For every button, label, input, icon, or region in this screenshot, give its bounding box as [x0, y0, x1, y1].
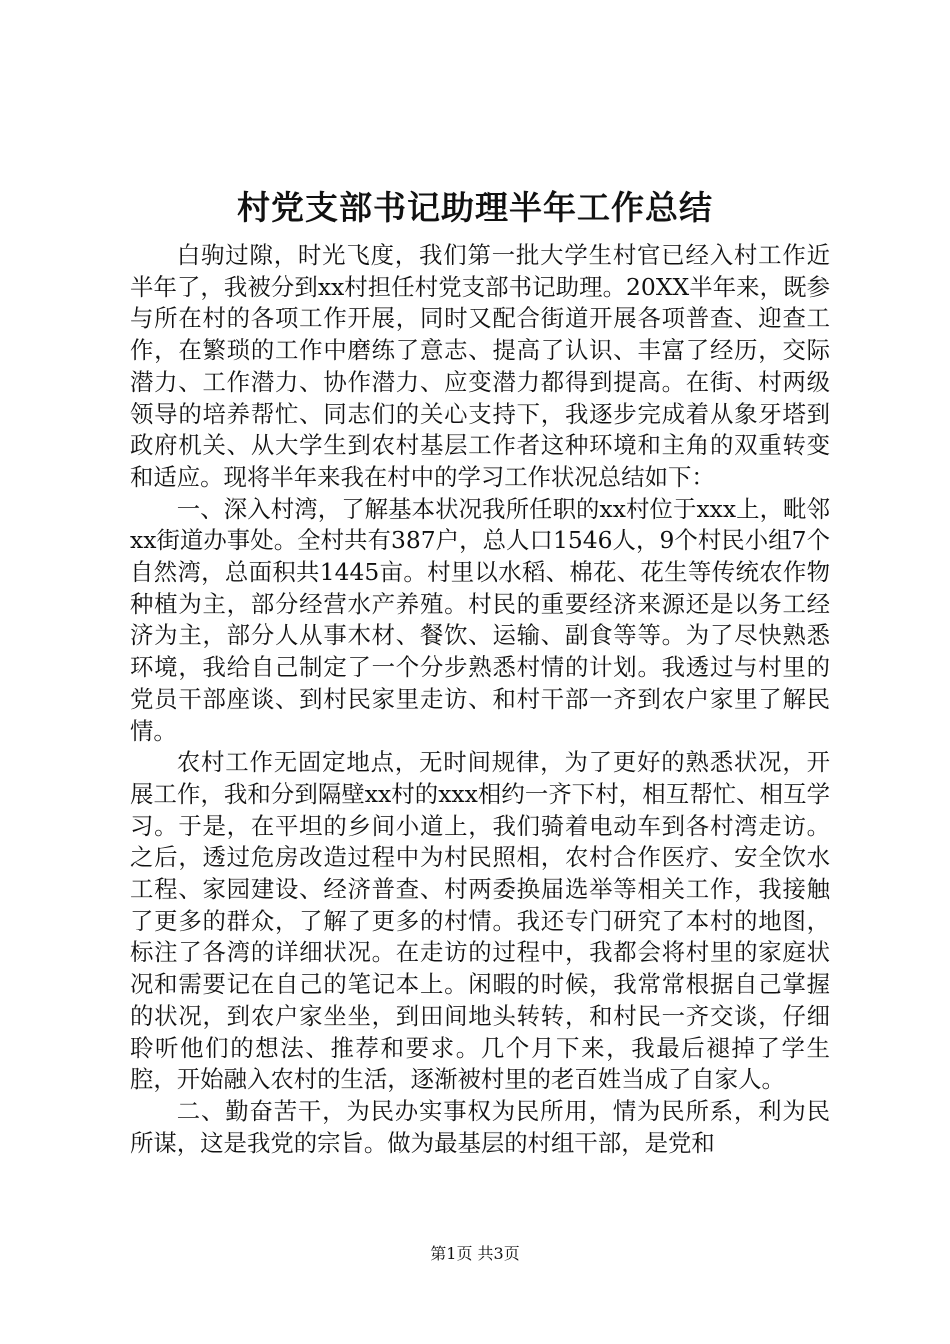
paragraph-section-1: 一、深入村湾，了解基本状况我所任职的xx村位于xxx上，毗邻xx街道办事处。全村共有387户，总人口1546人，9个村民小组7个自然湾，总面积共1445亩。村里以水稻、棉花、花生等传统农作物种植为主，部分经营水产养殖。村民的重要经济来源还是以务工经济为主，部分人从事木材、餐饮、运输、副食等等。为了尽快熟悉环境，我给自己制定了一个分步熟悉村情的计划。我透过与村里的党员干部座谈、到村民家里走访、和村干部一齐到农户家里了解民情。 — [130, 494, 830, 745]
paragraph-intro: 白驹过隙，时光飞度，我们第一批大学生村官已经入村工作近半年了，我被分到xx村担任村党支部书记助理。20XX半年来，既参与所在村的各项工作开展，同时又配合街道开展各项普查、迎查工作，在繁琐的工作中磨练了意志、提高了认识、丰富了经历，交际潜力、工作潜力、协作潜力、应变潜力都得到提高。在街、村两级领导的培养帮忙、同志们的关心支持下，我逐步完成着从象牙塔到政府机关、从大学生到农村基层工作者这种环境和主角的双重转变和适应。现将半年来我在村中的学习工作状况总结如下： — [130, 241, 830, 491]
document-title: 村党支部书记助理半年工作总结 — [237, 188, 713, 227]
page-footer: 第1页 共3页 — [430, 1244, 520, 1263]
paragraph-section-2: 二、勤奋苦干，为民办实事权为民所用，情为民所系，利为民所谋，这是我党的宗旨。做为最基层的村组干部，是党和 — [130, 1096, 830, 1157]
document-body — [130, 240, 830, 1159]
paragraph-fieldwork: 农村工作无固定地点，无时间规律，为了更好的熟悉状况，开展工作，我和分到隔壁xx村的xxx相约一齐下村，相互帮忙、相互学习。于是，在平坦的乡间小道上，我们骑着电动车到各村湾走访。之后，透过危房改造过程中为村民照相，农村合作医疗、安全饮水工程、家园建设、经济普查、村两委换届选举等相关工作，我接触了更多的群众，了解了更多的村情。我还专门研究了本村的地图，标注了各湾的详细状况。在走访的过程中，我都会将村里的家庭状况和需要记在自己的笔记本上。闲暇的时候，我常常根据自己掌握的状况，到农户家坐坐，到田间地头转转，和村民一齐交谈，仔细聆听他们的想法、推荐和要求。几个月下来，我最后褪掉了学生腔，开始融入农村的生活，逐渐被村里的老百姓当成了自家人。 — [130, 748, 830, 1094]
